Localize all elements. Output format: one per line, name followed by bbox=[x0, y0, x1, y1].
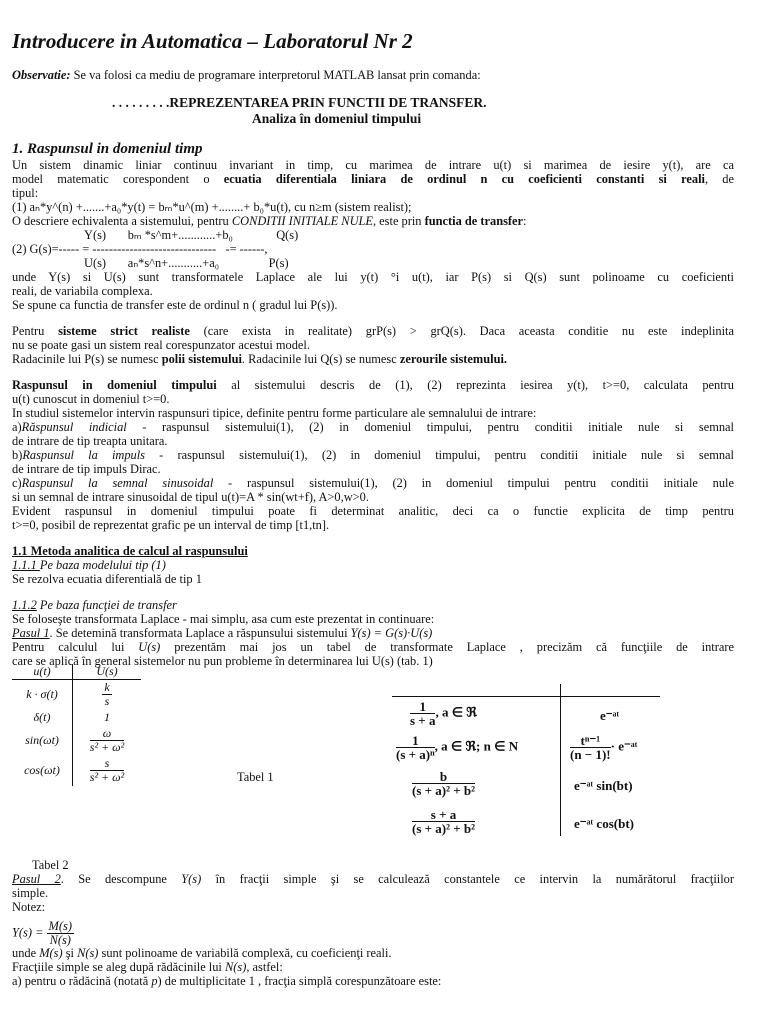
text-line: Notez: bbox=[12, 900, 46, 914]
fraction: $\frac{k}{s}$ bbox=[104, 680, 110, 709]
fraction: $\frac{s}{\text{s² + ω²}}$ bbox=[89, 756, 125, 784]
text-line: O descriere echivalenta a sistemului, pentru CONDITII INITIALE NULE, este prin functia de transfer: bbox=[12, 214, 527, 228]
table-cell: k · σ(t) bbox=[26, 687, 58, 702]
table-2-row: $\frac{s + a}{\text{(s + a)² + b²}}$ bbox=[412, 807, 476, 836]
text-line: unde M(s) şi N(s) sunt polinoame de variabilă complexă, cu coeficienţi reali. bbox=[12, 946, 392, 960]
text-line: Pentru calculul lui U(s) prezentăm mai jos un tabel de transformate Laplace , precizăm că funcţiile de intrare bbox=[12, 640, 734, 654]
observation-text: Se va folosi ca mediu de programare interpretorul MATLAB lansat prin comanda: bbox=[70, 68, 481, 82]
table-2-row: $\frac{1}{\text{(s + a)ⁿ}}$ , a ∈ ℜ; n ∈ N bbox=[396, 733, 519, 762]
section-1-title: 1. Raspunsul in domeniul timp bbox=[12, 141, 203, 157]
table-cell: cos(ωt) bbox=[24, 763, 60, 777]
text-line: Evident raspunsul in domeniul timpului poate fi determinat analitic, deci ca o functie explicita de timp pentru bbox=[12, 504, 734, 518]
text-line: t>=0, posibil de reprezentat grafic pe un interval de timp [t1,tn]. bbox=[12, 518, 330, 532]
table-cell: δ(t) bbox=[33, 710, 51, 724]
table-2-result: e⁻ᵃᵗ bbox=[600, 708, 620, 723]
table-2-result: e⁻ᵃᵗ cos(bt) bbox=[574, 816, 634, 831]
section-1-1-2-title: 1.1.2 Pe baza funcţiei de transfer bbox=[12, 598, 177, 612]
text-line: Un sistem dinamic liniar continuu invariant in timp, cu marimea de intrare u(t) si marimea de iesire y(t), are ca bbox=[12, 158, 734, 172]
section-1-1-title: 1.1 Metoda analitica de calcul al raspunsului bbox=[12, 544, 248, 558]
main-heading: . . . . . . . . .REPREZENTAREA PRIN FUNCTII DE TRANSFER. bbox=[112, 95, 487, 110]
equation-1: (1) aₙ*y^(n) +.......+a₀*y(t) = bₘ*u^(m) +........+ b₀*u(t), cu n≥m (sistem realist); bbox=[12, 200, 412, 214]
text-line: Raspunsul in domeniul timpului al sistemului descris de (1), (2) reprezinta iesirea y(t), t>=0, calculata pentru bbox=[12, 378, 734, 392]
table-cell: 1 bbox=[73, 710, 142, 726]
text-line: model matematic corespondent o ecuatia diferentiala liniara de ordinul n cu coeficienti constanti si reali, de bbox=[12, 172, 734, 186]
text-line: a) pentru o rădăcină (notată p) de multiplicitate 1 , fracţia simplă corespunzătoare este: bbox=[12, 974, 442, 988]
text-line: Se rezolva ecuatia diferentială de tip 1 bbox=[12, 572, 202, 586]
text-line: nu se poate gasi un sistem real corespunzator acestui model. bbox=[12, 338, 310, 352]
table-1-label: Tabel 1 bbox=[237, 770, 274, 784]
table-2-row: $\frac{b}{\text{(s + a)² + b²}}$ bbox=[412, 769, 476, 798]
text-line: c)Raspunsul la semnal sinusoidal - raspunsul sistemului(1), (2) in domeniul timpului pentru conditii initiale nule bbox=[12, 476, 734, 490]
text-line: Radacinile lui P(s) se numesc polii sistemului. Radacinile lui Q(s) se numesc zerourile sistemului. bbox=[12, 352, 508, 366]
table-2-result: $\frac{\text{tⁿ⁻¹}}{(n - 1)!}$ · e⁻ᵃᵗ bbox=[570, 733, 638, 762]
text-line: si un semnal de intrare sinusoidal de tipul u(t)=A * sin(wt+f), A>0,w>0. bbox=[12, 490, 369, 504]
equation-2: (2) G(s)=----- = ------------------------------ -= ------, bbox=[12, 242, 268, 256]
laplace-table-1 bbox=[12, 664, 141, 786]
text-line: Se spune ca functia de transfer este de ordinul n ( gradul lui P(s)). bbox=[12, 298, 338, 312]
text-line: unde Y(s) si U(s) sunt transformatele Laplace ale lui y(t) °i u(t), iar P(s) si Q(s) sunt polinoame cu coeficienti bbox=[12, 270, 734, 284]
equation-2-numerator: Y(s) bₘ *s^m+............+b₀ Q(s) bbox=[84, 228, 299, 242]
table-2-row: $\frac{1}{s + a}$ , a ∈ ℜ bbox=[410, 699, 477, 728]
table-header: u(t) bbox=[12, 664, 73, 680]
text-line: Pasul 1. Se detemină transformata Laplace a răspunsului sistemului Y(s) = G(s)·U(s) bbox=[12, 626, 433, 640]
table-2-result: e⁻ᵃᵗ sin(bt) bbox=[574, 778, 633, 793]
text-line: u(t) cunoscut in domeniul t>=0. bbox=[12, 392, 170, 406]
document-title: Introducere in Automatica – Laboratorul Nr 2 bbox=[12, 29, 413, 53]
observation-line bbox=[12, 68, 481, 82]
ys-equation: Y(s) = $\frac{M(s)}{N(s)}$ bbox=[12, 919, 72, 947]
main-subheading: Analiza în domeniul timpului bbox=[252, 111, 422, 126]
text-line: Se foloseşte transformata Laplace - mai simplu, asa cum este prezentat in continuare: bbox=[12, 612, 435, 626]
text-line: b)Raspunsul la impuls - raspunsul sistemului(1), (2) in domeniul timpului, pentru conditii initiale nule si semnal bbox=[12, 448, 734, 462]
text-line: In studiul sistemelor intervin raspunsuri tipice, definite pentru forme particulare ale semnalului de intrare: bbox=[12, 406, 537, 420]
table-2-label: Tabel 2 bbox=[32, 858, 69, 872]
equation-2-denominator: U(s) aₙ*s^n+...........+a₀ P(s) bbox=[84, 256, 289, 270]
section-1-1-1-title: 1.1.1 Pe baza modelului tip (1) bbox=[12, 558, 166, 572]
text-line: a)Răspunsul indicial - raspunsul sistemului(1), (2) in domeniul timpului, pentru conditii initiale nule si semnal bbox=[12, 420, 734, 434]
text-line: de intrare de tip treapta unitara. bbox=[12, 434, 168, 448]
fraction: $\frac{\omega}{\text{s² + ω²}}$ bbox=[89, 726, 125, 754]
text-line: Pasul 2. Se descompune Y(s) în fracţii simple şi se calculează constantele ce intervin la numărătorul fracţiilor bbox=[12, 872, 734, 886]
text-line: de intrare de tip impuls Dirac. bbox=[12, 462, 161, 476]
text-line: Pentru sisteme strict realiste (care exista in realitate) grP(s) > grQ(s). Daca aceasta conditie nu este indeplinita bbox=[12, 324, 734, 338]
text-line: Fracţiile simple se aleg după rădăcinile lui N(s), astfel: bbox=[12, 960, 283, 974]
table-cell: sin(ωt) bbox=[25, 733, 59, 747]
text-line: simple. bbox=[12, 886, 49, 900]
observation-label: Observatie: bbox=[12, 68, 71, 82]
text-line: care se aplică în general sistemelor nu pun probleme în determinarea lui U(s) (tab. 1) bbox=[12, 654, 433, 668]
text-line: tipul: bbox=[12, 186, 39, 200]
text-line: reali, de variabila complexa. bbox=[12, 284, 153, 298]
table-header: U(s) bbox=[73, 664, 142, 680]
